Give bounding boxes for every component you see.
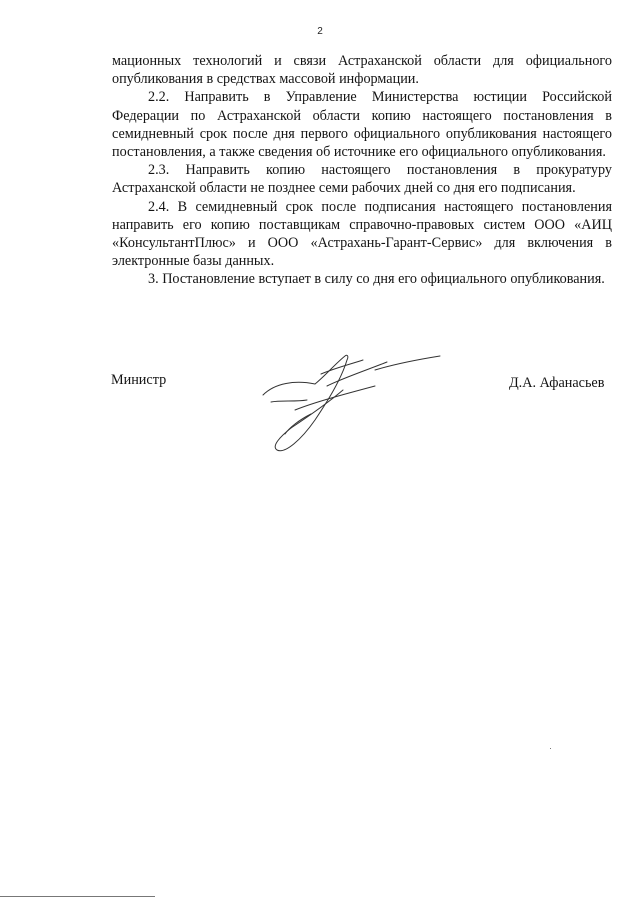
paragraph-2-3: 2.3. Направить копию настоящего постановления в прокуратуру Астраханской области не позднее семи рабочих дней со дня его подписания.: [112, 162, 612, 197]
paragraph-2-2: 2.2. Направить в Управление Министерства юстиции Российской Федерации по Астраханской области копию настоящего постановления в семидневный срок после дня первого официального опубликования настоящего постановления, а также сведения об источнике его официального опубликования.: [112, 89, 612, 161]
signer-title: Министр: [111, 372, 167, 388]
scan-dot-mark: [550, 748, 551, 749]
handwritten-signature-icon: [255, 350, 455, 460]
signature-block: [0, 350, 640, 460]
bottom-rule: [0, 896, 155, 897]
paragraph-continuation: мационных технологий и связи Астраханской области для официального опубликования в средствах массовой информации.: [112, 53, 612, 88]
document-body: [112, 52, 612, 289]
paragraph-2-4: 2.4. В семидневный срок после подписания настоящего постановления направить его копию поставщикам справочно-правовых систем ООО «АИЦ «КонсультантПлюс» и ООО «Астрахань-Гарант-Сервис» для включения в электронные базы данных.: [112, 198, 612, 270]
page-number: 2: [317, 26, 323, 37]
signer-name: Д.А. Афанасьев: [509, 375, 605, 391]
paragraph-3: 3. Постановление вступает в силу со дня его официального опубликования.: [148, 271, 605, 288]
